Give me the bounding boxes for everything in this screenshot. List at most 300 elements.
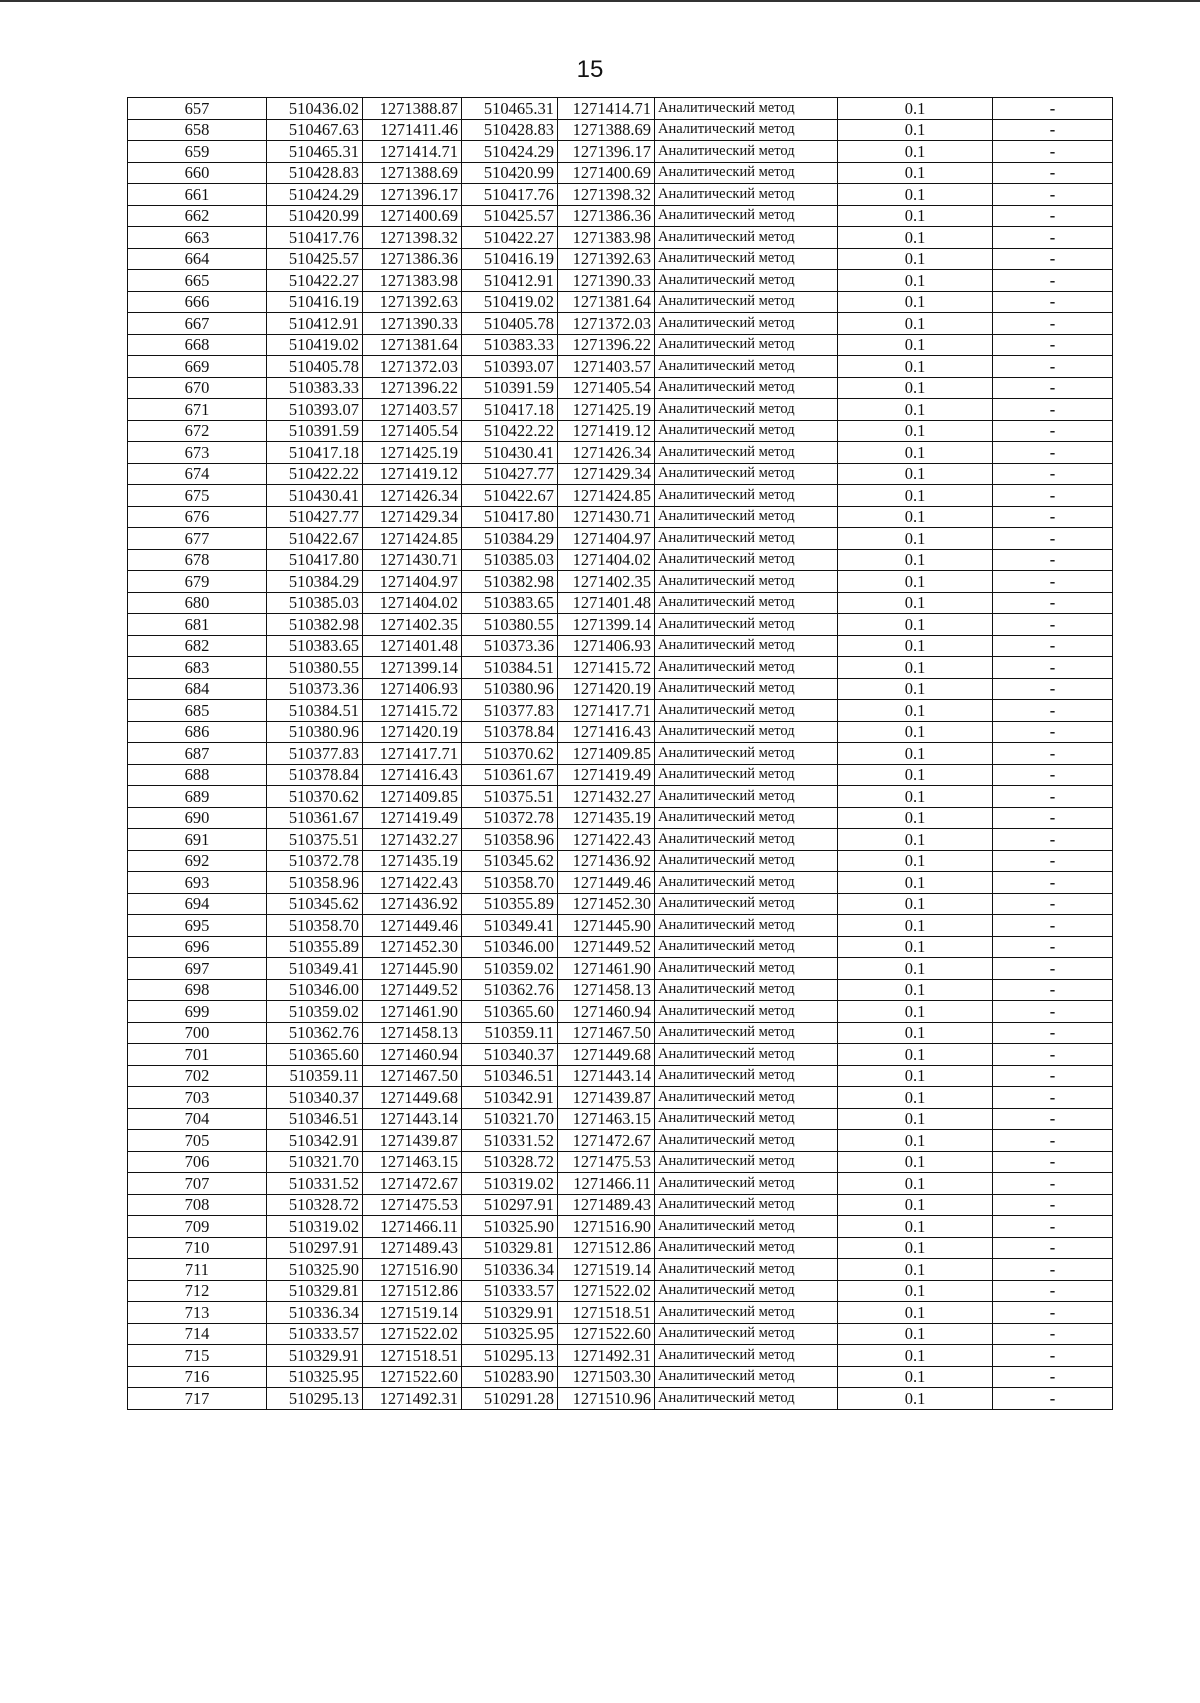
start-y-cell: 1271432.27 [363, 829, 462, 851]
start-y-cell: 1271466.11 [363, 1216, 462, 1238]
note-cell: - [993, 743, 1113, 765]
end-y-cell: 1271436.92 [558, 850, 655, 872]
start-x-cell: 510383.33 [267, 377, 363, 399]
accuracy-cell: 0.1 [838, 549, 993, 571]
note-cell: - [993, 1216, 1113, 1238]
end-y-cell: 1271463.15 [558, 1108, 655, 1130]
end-y-cell: 1271416.43 [558, 721, 655, 743]
start-y-cell: 1271386.36 [363, 248, 462, 270]
end-x-cell: 510319.02 [462, 1173, 558, 1195]
note-cell: - [993, 549, 1113, 571]
end-x-cell: 510321.70 [462, 1108, 558, 1130]
method-cell: Аналитический метод [655, 893, 838, 915]
method-cell: Аналитический метод [655, 506, 838, 528]
end-y-cell: 1271461.90 [558, 958, 655, 980]
end-x-cell: 510377.83 [462, 700, 558, 722]
table-row [128, 205, 1113, 227]
start-y-cell: 1271414.71 [363, 141, 462, 163]
end-x-cell: 510355.89 [462, 893, 558, 915]
start-x-cell: 510342.91 [267, 1130, 363, 1152]
end-y-cell: 1271403.57 [558, 356, 655, 378]
accuracy-cell: 0.1 [838, 829, 993, 851]
start-x-cell: 510417.76 [267, 227, 363, 249]
end-x-cell: 510416.19 [462, 248, 558, 270]
note-cell: - [993, 98, 1113, 120]
table-row [128, 1108, 1113, 1130]
end-y-cell: 1271426.34 [558, 442, 655, 464]
note-cell: - [993, 1173, 1113, 1195]
note-cell: - [993, 1323, 1113, 1345]
accuracy-cell: 0.1 [838, 743, 993, 765]
end-x-cell: 510430.41 [462, 442, 558, 464]
accuracy-cell: 0.1 [838, 1108, 993, 1130]
table-row [128, 1130, 1113, 1152]
start-y-cell: 1271381.64 [363, 334, 462, 356]
note-cell: - [993, 141, 1113, 163]
table-row [128, 743, 1113, 765]
accuracy-cell: 0.1 [838, 1388, 993, 1410]
point-number-cell: 658 [128, 119, 267, 141]
end-x-cell: 510329.81 [462, 1237, 558, 1259]
table-row [128, 614, 1113, 636]
method-cell: Аналитический метод [655, 485, 838, 507]
start-y-cell: 1271422.43 [363, 872, 462, 894]
end-y-cell: 1271400.69 [558, 162, 655, 184]
end-x-cell: 510331.52 [462, 1130, 558, 1152]
point-number-cell: 693 [128, 872, 267, 894]
method-cell: Аналитический метод [655, 1108, 838, 1130]
end-y-cell: 1271420.19 [558, 678, 655, 700]
accuracy-cell: 0.1 [838, 807, 993, 829]
start-x-cell: 510377.83 [267, 743, 363, 765]
note-cell: - [993, 764, 1113, 786]
accuracy-cell: 0.1 [838, 270, 993, 292]
point-number-cell: 682 [128, 635, 267, 657]
method-cell: Аналитический метод [655, 420, 838, 442]
accuracy-cell: 0.1 [838, 614, 993, 636]
method-cell: Аналитический метод [655, 764, 838, 786]
start-x-cell: 510358.70 [267, 915, 363, 937]
page-number: 15 [576, 56, 604, 83]
note-cell: - [993, 1087, 1113, 1109]
table-row [128, 506, 1113, 528]
accuracy-cell: 0.1 [838, 1022, 993, 1044]
end-x-cell: 510333.57 [462, 1280, 558, 1302]
end-y-cell: 1271522.02 [558, 1280, 655, 1302]
end-y-cell: 1271396.22 [558, 334, 655, 356]
table-row [128, 313, 1113, 335]
accuracy-cell: 0.1 [838, 979, 993, 1001]
method-cell: Аналитический метод [655, 1216, 838, 1238]
end-y-cell: 1271445.90 [558, 915, 655, 937]
point-number-cell: 690 [128, 807, 267, 829]
end-y-cell: 1271449.52 [558, 936, 655, 958]
start-x-cell: 510427.77 [267, 506, 363, 528]
note-cell: - [993, 807, 1113, 829]
note-cell: - [993, 485, 1113, 507]
start-x-cell: 510422.67 [267, 528, 363, 550]
start-x-cell: 510340.37 [267, 1087, 363, 1109]
start-x-cell: 510430.41 [267, 485, 363, 507]
end-y-cell: 1271392.63 [558, 248, 655, 270]
accuracy-cell: 0.1 [838, 291, 993, 313]
method-cell: Аналитический метод [655, 700, 838, 722]
start-x-cell: 510329.91 [267, 1345, 363, 1367]
end-y-cell: 1271406.93 [558, 635, 655, 657]
end-x-cell: 510358.70 [462, 872, 558, 894]
note-cell: - [993, 291, 1113, 313]
end-x-cell: 510380.55 [462, 614, 558, 636]
end-x-cell: 510412.91 [462, 270, 558, 292]
note-cell: - [993, 1345, 1113, 1367]
start-x-cell: 510420.99 [267, 205, 363, 227]
table-row [128, 635, 1113, 657]
note-cell: - [993, 700, 1113, 722]
table-row [128, 1194, 1113, 1216]
accuracy-cell: 0.1 [838, 764, 993, 786]
end-y-cell: 1271430.71 [558, 506, 655, 528]
end-x-cell: 510417.80 [462, 506, 558, 528]
note-cell: - [993, 442, 1113, 464]
accuracy-cell: 0.1 [838, 377, 993, 399]
method-cell: Аналитический метод [655, 270, 838, 292]
table-row [128, 1259, 1113, 1281]
end-y-cell: 1271388.69 [558, 119, 655, 141]
method-cell: Аналитический метод [655, 1388, 838, 1410]
note-cell: - [993, 1022, 1113, 1044]
table-row [128, 1087, 1113, 1109]
method-cell: Аналитический метод [655, 377, 838, 399]
note-cell: - [993, 248, 1113, 270]
point-number-cell: 665 [128, 270, 267, 292]
note-cell: - [993, 313, 1113, 335]
start-y-cell: 1271522.02 [363, 1323, 462, 1345]
method-cell: Аналитический метод [655, 786, 838, 808]
start-x-cell: 510328.72 [267, 1194, 363, 1216]
end-y-cell: 1271401.48 [558, 592, 655, 614]
note-cell: - [993, 463, 1113, 485]
accuracy-cell: 0.1 [838, 98, 993, 120]
start-y-cell: 1271419.12 [363, 463, 462, 485]
end-x-cell: 510358.96 [462, 829, 558, 851]
end-x-cell: 510345.62 [462, 850, 558, 872]
method-cell: Аналитический метод [655, 915, 838, 937]
table-row [128, 700, 1113, 722]
accuracy-cell: 0.1 [838, 958, 993, 980]
end-y-cell: 1271424.85 [558, 485, 655, 507]
end-x-cell: 510336.34 [462, 1259, 558, 1281]
table-row [128, 1065, 1113, 1087]
accuracy-cell: 0.1 [838, 528, 993, 550]
table-row [128, 377, 1113, 399]
note-cell: - [993, 1044, 1113, 1066]
note-cell: - [993, 184, 1113, 206]
end-x-cell: 510419.02 [462, 291, 558, 313]
point-number-cell: 686 [128, 721, 267, 743]
point-number-cell: 664 [128, 248, 267, 270]
point-number-cell: 705 [128, 1130, 267, 1152]
end-y-cell: 1271381.64 [558, 291, 655, 313]
method-cell: Аналитический метод [655, 829, 838, 851]
end-x-cell: 510372.78 [462, 807, 558, 829]
end-x-cell: 510428.83 [462, 119, 558, 141]
note-cell: - [993, 657, 1113, 679]
point-number-cell: 700 [128, 1022, 267, 1044]
point-number-cell: 694 [128, 893, 267, 915]
note-cell: - [993, 958, 1113, 980]
start-y-cell: 1271416.43 [363, 764, 462, 786]
start-y-cell: 1271396.17 [363, 184, 462, 206]
end-x-cell: 510346.00 [462, 936, 558, 958]
start-y-cell: 1271405.54 [363, 420, 462, 442]
table-row [128, 528, 1113, 550]
method-cell: Аналитический метод [655, 1022, 838, 1044]
end-x-cell: 510359.11 [462, 1022, 558, 1044]
end-x-cell: 510417.76 [462, 184, 558, 206]
start-x-cell: 510422.22 [267, 463, 363, 485]
point-number-cell: 695 [128, 915, 267, 937]
end-x-cell: 510383.65 [462, 592, 558, 614]
start-x-cell: 510467.63 [267, 119, 363, 141]
start-x-cell: 510417.80 [267, 549, 363, 571]
point-number-cell: 696 [128, 936, 267, 958]
point-number-cell: 706 [128, 1151, 267, 1173]
point-number-cell: 704 [128, 1108, 267, 1130]
end-y-cell: 1271372.03 [558, 313, 655, 335]
end-y-cell: 1271466.11 [558, 1173, 655, 1195]
note-cell: - [993, 1237, 1113, 1259]
note-cell: - [993, 162, 1113, 184]
end-x-cell: 510346.51 [462, 1065, 558, 1087]
start-x-cell: 510345.62 [267, 893, 363, 915]
point-number-cell: 661 [128, 184, 267, 206]
end-y-cell: 1271429.34 [558, 463, 655, 485]
method-cell: Аналитический метод [655, 1237, 838, 1259]
start-x-cell: 510380.96 [267, 721, 363, 743]
accuracy-cell: 0.1 [838, 872, 993, 894]
note-cell: - [993, 119, 1113, 141]
method-cell: Аналитический метод [655, 442, 838, 464]
start-y-cell: 1271463.15 [363, 1151, 462, 1173]
table-row [128, 248, 1113, 270]
start-y-cell: 1271449.52 [363, 979, 462, 1001]
note-cell: - [993, 635, 1113, 657]
end-x-cell: 510359.02 [462, 958, 558, 980]
accuracy-cell: 0.1 [838, 850, 993, 872]
end-x-cell: 510384.29 [462, 528, 558, 550]
table-row [128, 786, 1113, 808]
method-cell: Аналитический метод [655, 979, 838, 1001]
start-x-cell: 510378.84 [267, 764, 363, 786]
end-x-cell: 510384.51 [462, 657, 558, 679]
start-y-cell: 1271439.87 [363, 1130, 462, 1152]
point-number-cell: 660 [128, 162, 267, 184]
accuracy-cell: 0.1 [838, 1151, 993, 1173]
accuracy-cell: 0.1 [838, 141, 993, 163]
start-x-cell: 510359.02 [267, 1001, 363, 1023]
start-x-cell: 510372.78 [267, 850, 363, 872]
start-y-cell: 1271409.85 [363, 786, 462, 808]
end-y-cell: 1271417.71 [558, 700, 655, 722]
accuracy-cell: 0.1 [838, 592, 993, 614]
point-number-cell: 689 [128, 786, 267, 808]
table-row [128, 893, 1113, 915]
start-x-cell: 510373.36 [267, 678, 363, 700]
point-number-cell: 677 [128, 528, 267, 550]
point-number-cell: 717 [128, 1388, 267, 1410]
start-x-cell: 510384.29 [267, 571, 363, 593]
start-x-cell: 510385.03 [267, 592, 363, 614]
method-cell: Аналитический метод [655, 807, 838, 829]
end-y-cell: 1271475.53 [558, 1151, 655, 1173]
start-y-cell: 1271458.13 [363, 1022, 462, 1044]
method-cell: Аналитический метод [655, 1044, 838, 1066]
start-y-cell: 1271392.63 [363, 291, 462, 313]
table-row [128, 399, 1113, 421]
end-x-cell: 510329.91 [462, 1302, 558, 1324]
accuracy-cell: 0.1 [838, 119, 993, 141]
method-cell: Аналитический метод [655, 850, 838, 872]
note-cell: - [993, 979, 1113, 1001]
point-number-cell: 679 [128, 571, 267, 593]
end-y-cell: 1271449.68 [558, 1044, 655, 1066]
note-cell: - [993, 1151, 1113, 1173]
end-y-cell: 1271402.35 [558, 571, 655, 593]
end-x-cell: 510373.36 [462, 635, 558, 657]
table-row [128, 1323, 1113, 1345]
table-row [128, 420, 1113, 442]
method-cell: Аналитический метод [655, 635, 838, 657]
method-cell: Аналитический метод [655, 1259, 838, 1281]
note-cell: - [993, 1366, 1113, 1388]
start-x-cell: 510383.65 [267, 635, 363, 657]
point-number-cell: 671 [128, 399, 267, 421]
start-y-cell: 1271406.93 [363, 678, 462, 700]
table-row [128, 915, 1113, 937]
start-y-cell: 1271460.94 [363, 1044, 462, 1066]
method-cell: Аналитический метод [655, 549, 838, 571]
start-y-cell: 1271417.71 [363, 743, 462, 765]
table-row [128, 850, 1113, 872]
note-cell: - [993, 506, 1113, 528]
point-number-cell: 678 [128, 549, 267, 571]
point-number-cell: 681 [128, 614, 267, 636]
note-cell: - [993, 1302, 1113, 1324]
note-cell: - [993, 205, 1113, 227]
accuracy-cell: 0.1 [838, 356, 993, 378]
accuracy-cell: 0.1 [838, 1216, 993, 1238]
end-x-cell: 510328.72 [462, 1151, 558, 1173]
start-y-cell: 1271516.90 [363, 1259, 462, 1281]
method-cell: Аналитический метод [655, 872, 838, 894]
start-y-cell: 1271467.50 [363, 1065, 462, 1087]
note-cell: - [993, 872, 1113, 894]
point-number-cell: 715 [128, 1345, 267, 1367]
table-row [128, 270, 1113, 292]
start-x-cell: 510346.00 [267, 979, 363, 1001]
method-cell: Аналитический метод [655, 1302, 838, 1324]
accuracy-cell: 0.1 [838, 786, 993, 808]
table-row [128, 1237, 1113, 1259]
end-y-cell: 1271467.50 [558, 1022, 655, 1044]
end-y-cell: 1271435.19 [558, 807, 655, 829]
note-cell: - [993, 678, 1113, 700]
method-cell: Аналитический метод [655, 98, 838, 120]
accuracy-cell: 0.1 [838, 1065, 993, 1087]
table-body [128, 98, 1113, 1410]
start-x-cell: 510436.02 [267, 98, 363, 120]
start-x-cell: 510329.81 [267, 1280, 363, 1302]
accuracy-cell: 0.1 [838, 1345, 993, 1367]
method-cell: Аналитический метод [655, 1151, 838, 1173]
note-cell: - [993, 356, 1113, 378]
table-row [128, 463, 1113, 485]
note-cell: - [993, 915, 1113, 937]
end-x-cell: 510465.31 [462, 98, 558, 120]
table-row [128, 1302, 1113, 1324]
start-y-cell: 1271512.86 [363, 1280, 462, 1302]
accuracy-cell: 0.1 [838, 506, 993, 528]
start-y-cell: 1271390.33 [363, 313, 462, 335]
end-x-cell: 510362.76 [462, 979, 558, 1001]
table-row [128, 356, 1113, 378]
accuracy-cell: 0.1 [838, 1130, 993, 1152]
accuracy-cell: 0.1 [838, 678, 993, 700]
end-y-cell: 1271399.14 [558, 614, 655, 636]
end-y-cell: 1271522.60 [558, 1323, 655, 1345]
point-number-cell: 691 [128, 829, 267, 851]
end-x-cell: 510325.90 [462, 1216, 558, 1238]
end-y-cell: 1271404.97 [558, 528, 655, 550]
start-y-cell: 1271424.85 [363, 528, 462, 550]
table-row [128, 721, 1113, 743]
start-y-cell: 1271403.57 [363, 399, 462, 421]
start-y-cell: 1271429.34 [363, 506, 462, 528]
start-y-cell: 1271398.32 [363, 227, 462, 249]
point-number-cell: 676 [128, 506, 267, 528]
end-x-cell: 510370.62 [462, 743, 558, 765]
end-x-cell: 510378.84 [462, 721, 558, 743]
end-y-cell: 1271449.46 [558, 872, 655, 894]
point-number-cell: 670 [128, 377, 267, 399]
end-y-cell: 1271503.30 [558, 1366, 655, 1388]
point-number-cell: 708 [128, 1194, 267, 1216]
point-number-cell: 680 [128, 592, 267, 614]
point-number-cell: 714 [128, 1323, 267, 1345]
accuracy-cell: 0.1 [838, 1259, 993, 1281]
start-y-cell: 1271445.90 [363, 958, 462, 980]
point-number-cell: 662 [128, 205, 267, 227]
note-cell: - [993, 829, 1113, 851]
start-y-cell: 1271388.69 [363, 162, 462, 184]
end-y-cell: 1271439.87 [558, 1087, 655, 1109]
table-row [128, 678, 1113, 700]
start-y-cell: 1271383.98 [363, 270, 462, 292]
end-x-cell: 510380.96 [462, 678, 558, 700]
end-y-cell: 1271516.90 [558, 1216, 655, 1238]
end-y-cell: 1271510.96 [558, 1388, 655, 1410]
end-y-cell: 1271398.32 [558, 184, 655, 206]
point-number-cell: 701 [128, 1044, 267, 1066]
start-x-cell: 510355.89 [267, 936, 363, 958]
method-cell: Аналитический метод [655, 958, 838, 980]
point-number-cell: 675 [128, 485, 267, 507]
point-number-cell: 672 [128, 420, 267, 442]
start-y-cell: 1271435.19 [363, 850, 462, 872]
point-number-cell: 687 [128, 743, 267, 765]
start-y-cell: 1271472.67 [363, 1173, 462, 1195]
end-x-cell: 510405.78 [462, 313, 558, 335]
